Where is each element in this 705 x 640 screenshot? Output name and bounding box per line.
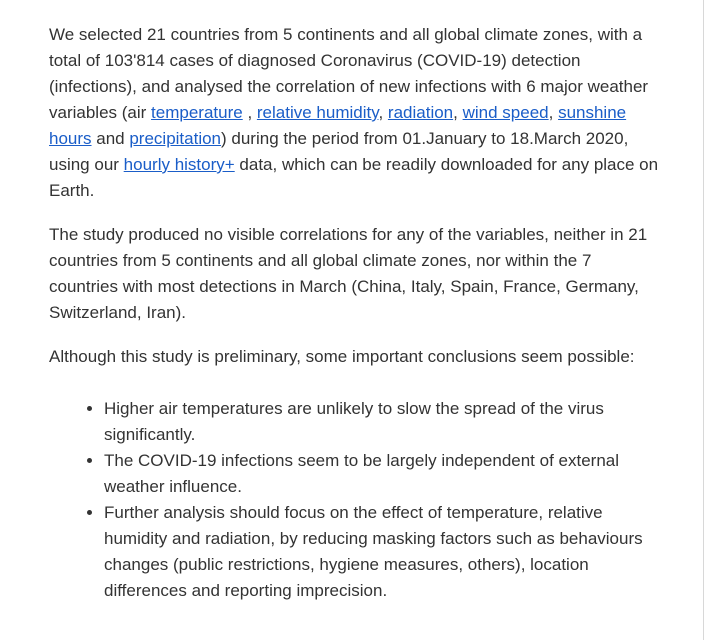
- hourly-history-link[interactable]: hourly history+: [123, 155, 235, 174]
- article-body: [49, 22, 661, 604]
- summary-text-6: and: [91, 129, 130, 148]
- conclusions-list: [49, 396, 661, 604]
- precipitation-link[interactable]: precipitation: [129, 129, 222, 148]
- conclusion-item: • The COVID-19 infections seem to be largely independent of external weather influence.: [104, 448, 661, 500]
- summary-text-3: ,: [378, 103, 388, 122]
- summary-text-7: ) during the period from 01.January to 18.March 2020, using our: [49, 129, 629, 174]
- conclusion-item: • Higher air temperatures are unlikely to slow the spread of the virus significantly.: [104, 396, 661, 448]
- sunshine-hours-link[interactable]: sunshine hours: [49, 103, 627, 148]
- relative-humidity-link[interactable]: relative humidity: [256, 103, 379, 122]
- summary-text-2: ,: [242, 103, 257, 122]
- temperature-link[interactable]: temperature: [151, 103, 243, 122]
- conclusions-intro-paragraph: Although this study is preliminary, some important conclusions seem possible:: [49, 347, 635, 366]
- summary-text-1: We selected 21 countries from 5 continents and all global climate zones, with a total of 103'814 cases of diagnosed Coronavirus (COVID-19) detection (infections), and analysed the correlation of new infections with 6 major weather variables (air: [49, 25, 649, 122]
- radiation-link[interactable]: radiation: [387, 103, 454, 122]
- summary-text-4: ,: [453, 103, 463, 122]
- results-paragraph: The study produced no visible correlations for any of the variables, neither in 21 countries from 5 continents and all global climate zones, nor within the 7 countries with most detections in March (China, Italy, Spain, France, Germany, Switzerland, Iran).: [49, 225, 648, 322]
- summary-text-5: ,: [548, 103, 559, 122]
- study-summary-paragraph: [49, 22, 661, 204]
- conclusion-item: • Further analysis should focus on the effect of temperature, relative humidity and radiation, by reducing masking factors such as behaviours changes (public restrictions, hygiene measures, others), location differences and reporting imprecision.: [104, 500, 661, 604]
- summary-text-8: data, which can be readily downloaded for any place on Earth.: [49, 155, 659, 200]
- wind-speed-link[interactable]: wind speed: [462, 103, 549, 122]
